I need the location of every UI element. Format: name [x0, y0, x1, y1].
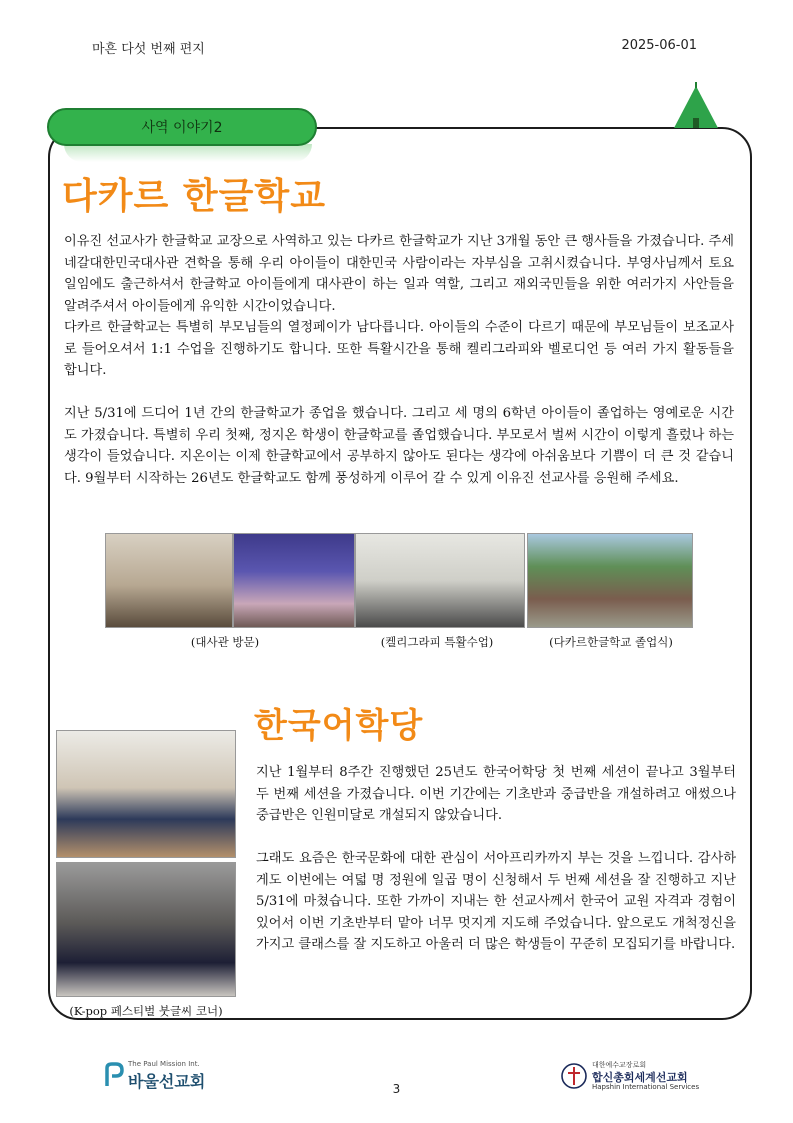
caption-calligraphy-class: (켈리그라피 특활수업) — [380, 635, 494, 649]
hapshin-logo-line-1: 대한예수교장로회 — [592, 1061, 647, 1069]
article2-paragraph-1: 지난 1월부터 8주간 진행했던 25년도 한국어학당 첫 번째 세션이 끝나고 3월부터 두 번째 세션을 가졌습니다. 이번 기간에는 기초반과 중급반을 개설하려고 애썼으나 중급반은 인원미달로 개설되지 않았습니다. — [256, 765, 736, 823]
article-title-korean-institute: 한국어학당 — [254, 706, 424, 746]
article-title-hangul-school: 다카르 한글학교 — [62, 176, 326, 217]
tree-icon — [666, 82, 726, 132]
hapshin-logo-line-2: 합신총회세계선교회 — [592, 1071, 688, 1084]
photo-calligraphy-class — [355, 533, 525, 628]
caption-graduation: (다카르한글학교 졸업식) — [549, 635, 673, 649]
photo-embassy-group — [233, 533, 355, 628]
newsletter-date: 2025-06-01 — [621, 38, 697, 53]
caption-kpop-calligraphy: (K-pop 페스티벌 붓글씨 코너) — [69, 1004, 223, 1018]
photo-embassy-visit — [105, 533, 233, 628]
section-tab: 사역 이야기2 — [47, 108, 317, 146]
article1-paragraph-1b: 다카르 한글학교는 특별히 부모님들의 열정페이가 남다릅니다. 아이들의 수준이 다르기 때문에 부모님들이 보조교사로 들어오셔서 1:1 수업을 진행하기도 합니다. 또한 특활시간을 통해 켈리그라피와 벨로디언 등 여러 가지 활동들을 합니다. — [64, 320, 734, 378]
paul-mission-logo-name: 바울선교회 — [128, 1072, 206, 1091]
section-tab-shadow — [64, 144, 312, 162]
article1-paragraph-1 — [64, 231, 734, 382]
article1-paragraph-2: 지난 5/31에 드디어 1년 간의 한글학교가 종업을 했습니다. 그리고 세 명의 6학년 아이들이 졸업하는 영예로운 시간도 가졌습니다. 특별히 우리 첫째, 정지온 학생이 한글학교를 졸업했습니다. 부모로서 벌써 시간이 이렇게 흘렀나 하는 생각이 들었습니다. 지온이는 이제 한글학교에서 공부하지 않아도 된다는 생각에 아쉬움보다 기쁨이 더 큰 것 같습니다. 9월부터 시작하는 26년도 한글학교도 함께 풍성하게 이루어 갈 수 있게 이유진 선교사를 응원해 주세요. — [64, 406, 734, 486]
page-number: 3 — [392, 1082, 401, 1096]
paul-mission-logo-english: The Paul Mission Int. — [128, 1060, 200, 1068]
hapshin-logo-line-3: Hapshin International Services — [592, 1083, 700, 1091]
hapshin-logo — [560, 1060, 730, 1094]
photo-kpop-calligraphy — [56, 862, 236, 997]
newsletter-issue: 마흔 다섯 번째 편지 — [92, 42, 205, 57]
article2-paragraph-2: 그래도 요즘은 한국문화에 대한 관심이 서아프리카까지 부는 것을 느낍니다. 감사하게도 이번에는 여덟 명 정원에 일곱 명이 신청해서 두 번째 세션을 잘 진행하고 지난 5/31에 마쳤습니다. 또한 가까이 지내는 한 선교사께서 한국어 교원 자격과 경험이 있어서 이번 기초반부터 맡아 너무 멋지게 지도해 주었습니다. 앞으로도 개척정신을 가지고 클래스를 잘 지도하고 아울러 더 많은 학생들이 꾸준히 모집되기를 바랍니다. — [256, 851, 736, 952]
caption-embassy-visit: (대사관 방문) — [190, 635, 260, 649]
photo-graduation — [527, 533, 693, 628]
photo-korean-class-group — [56, 730, 236, 858]
article1-paragraph-1a: 이유진 선교사가 한글학교 교장으로 사역하고 있는 다카르 한글학교가 지난 3개월 동안 큰 행사들을 가졌습니다. 주세네갈대한민국대사관 견학을 통해 우리 아이들이 대한민국 사람이라는 자부심을 고취시켰습니다. 부영사님께서 토요일임에도 출근하셔서 한글학교 아이들에게 대사관이 하는 일과 역할, 그리고 재외국민들을 위한 여러가지 사안들을 알려주셔서 아이들에게 유익한 시간이었습니다. — [64, 234, 735, 314]
hapshin-seal-icon — [560, 1062, 588, 1090]
